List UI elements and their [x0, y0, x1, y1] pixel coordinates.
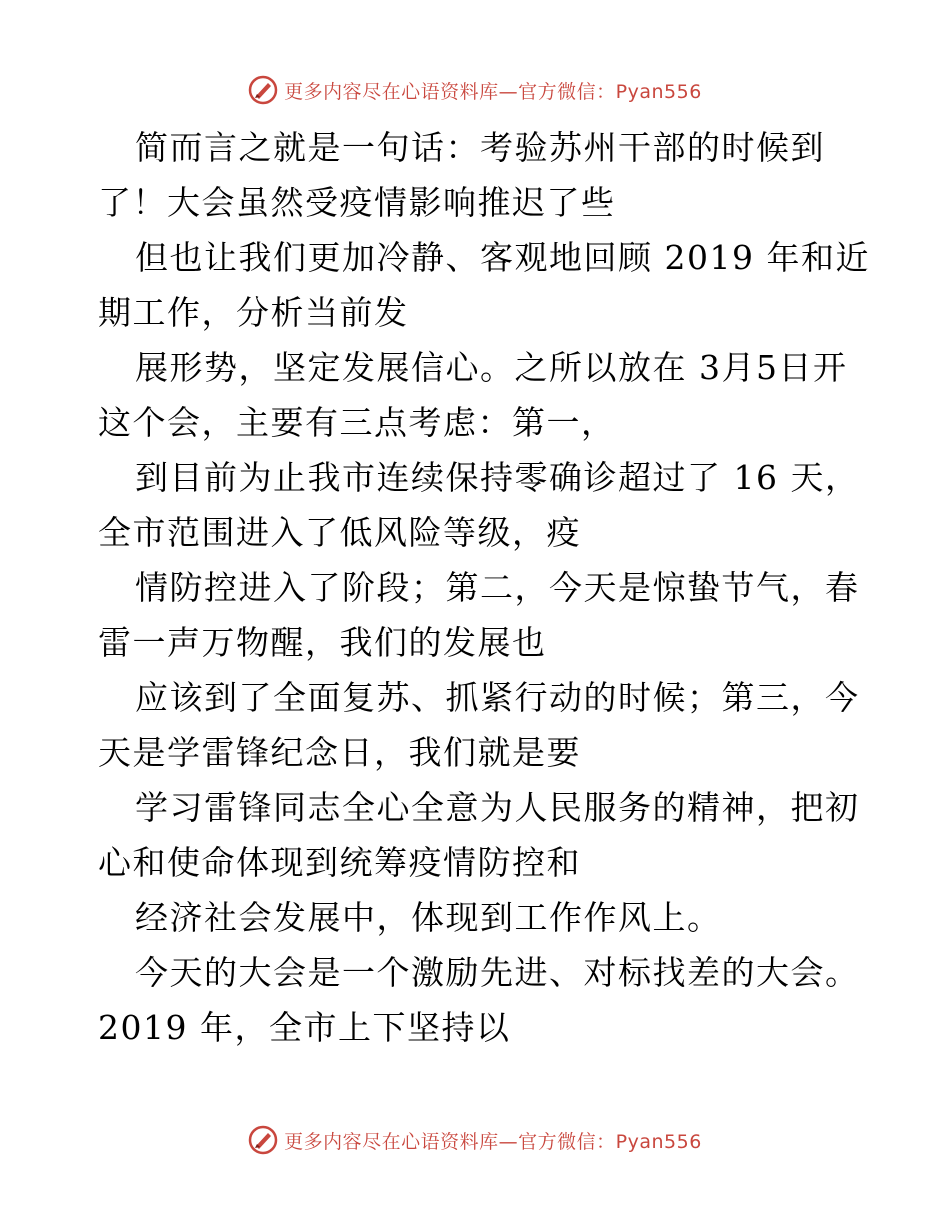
text-line: 但也让我们更加冷静、客观地回顾 2019 年和近	[135, 238, 870, 277]
watermark-text: 更多内容尽在心语资料库—官方微信：Pyan556	[284, 1130, 702, 1153]
document-body	[98, 120, 870, 1055]
text-line: 今天的大会是一个激励先进、对标找差的大会。	[135, 953, 860, 992]
text-line: 天是学雷锋纪念日，我们就是要	[98, 733, 581, 772]
logo-icon	[248, 1125, 278, 1155]
text-line: 了！大会虽然受疫情影响推迟了些	[98, 183, 616, 222]
watermark-text: 更多内容尽在心语资料库—官方微信：Pyan556	[284, 80, 702, 103]
text-line: 情防控进入了阶段；第二，今天是惊蛰节气，春	[135, 568, 860, 607]
text-line: 这个会，主要有三点考虑：第一，	[98, 403, 616, 442]
text-line: 简而言之就是一句话：考验苏州干部的时候到	[135, 128, 825, 167]
text-line: 学习雷锋同志全心全意为人民服务的精神，把初	[135, 788, 860, 827]
text-line: 期工作，分析当前发	[98, 293, 409, 332]
text-line: 心和使命体现到统筹疫情防控和	[98, 843, 581, 882]
text-line: 到目前为止我市连续保持零确诊超过了 16 天，	[135, 458, 860, 497]
text-line: 2019 年，全市上下坚持以	[98, 1008, 511, 1047]
logo-icon	[248, 75, 278, 105]
text-line: 应该到了全面复苏、抓紧行动的时候；第三，今	[135, 678, 860, 717]
text-line: 经济社会发展中，体现到工作作风上。	[135, 898, 722, 937]
text-line: 全市范围进入了低风险等级，疫	[98, 513, 581, 552]
text-line: 雷一声万物醒，我们的发展也	[98, 623, 547, 662]
footer-watermark	[0, 1120, 950, 1160]
text-line: 展形势，坚定发展信心。之所以放在 3月5日开	[135, 348, 848, 387]
header-watermark	[0, 70, 950, 110]
